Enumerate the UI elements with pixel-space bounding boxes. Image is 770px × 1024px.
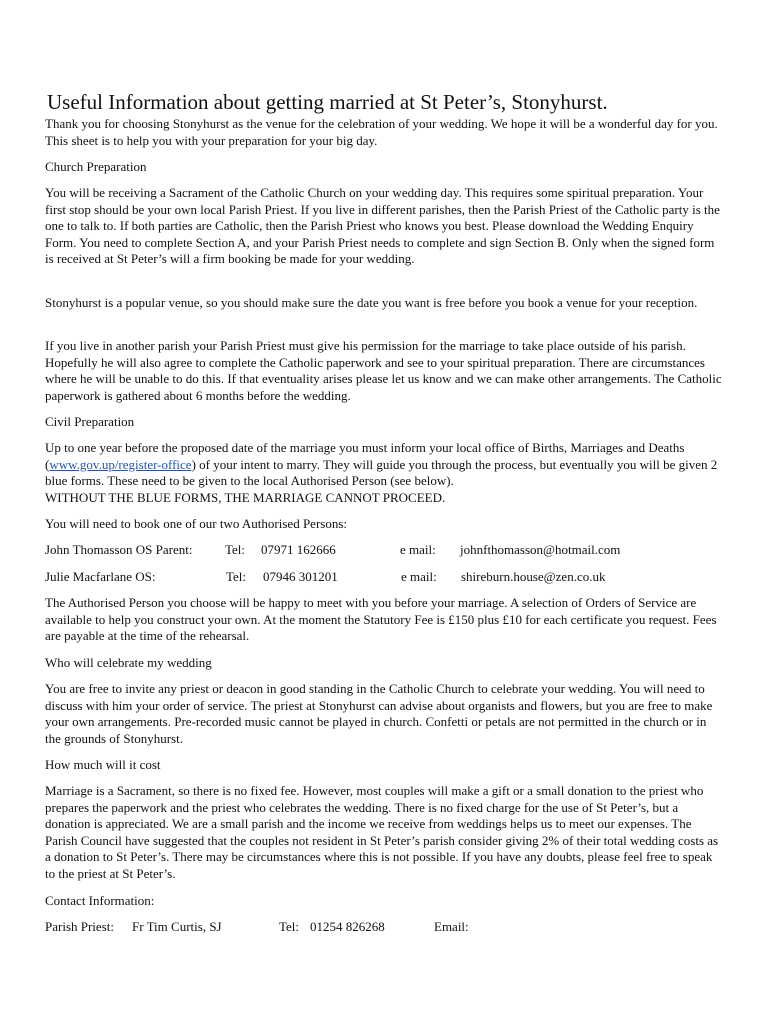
civil-text-after-link: ) of your intent to marry. They will guide you through the process, but eventually you will be given 2 blue forms. These need to be given to the local Authorised Person (see below). — [45, 456, 718, 489]
page-title: Useful Information about getting married at St Peter’s, Stonyhurst. — [47, 90, 608, 114]
person-name: Julie Macfarlane OS: — [45, 569, 156, 584]
person-email: johnfthomasson@hotmail.com — [460, 542, 621, 557]
register-office-link[interactable]: www.gov.up/register-office — [49, 456, 192, 472]
who-celebrates-paragraph: You are free to invite any priest or deacon in good standing in the Catholic Church to celebrate your wedding. You will need to discuss with him your order of service. The priest at Stonyhurst can advise about organists and flowers, but you are free to make your own arrangements. Pre-recorded music cannot be played in church. Confetti or petals are not permitted in the church or in the grounds of Stonyhurst. — [45, 681, 713, 746]
person-phone: 07946 301201 — [263, 569, 338, 584]
authorised-person-paragraph: The Authorised Person you choose will be happy to meet with you before your marriage. A selection of Orders of Service are available to help you construct your own. At the moment the Statutory Fee is £150 plus £10 for each certificate you request. Fees are payable at the time of the rehearsal. — [45, 595, 717, 644]
contact-role: Parish Priest: — [45, 919, 114, 934]
contact-name: Fr Tim Curtis, SJ — [132, 919, 222, 934]
contact-email-label: Email: — [434, 919, 469, 934]
tel-label: Tel: — [226, 569, 247, 584]
tel-label: Tel: — [225, 542, 246, 557]
person-name: John Thomasson OS Parent: — [45, 542, 193, 557]
contact-tel-label: Tel: — [279, 919, 300, 934]
contact-heading: Contact Information: — [45, 893, 155, 908]
authorised-person-row — [45, 569, 725, 585]
authorised-person-row — [45, 542, 725, 558]
civil-preparation-paragraph-1 — [45, 440, 723, 506]
contact-phone: 01254 826268 — [310, 919, 385, 934]
blue-forms-warning: WITHOUT THE BLUE FORMS, THE MARRIAGE CANNOT PROCEED. — [45, 489, 446, 505]
cost-paragraph: Marriage is a Sacrament, so there is no fixed fee. However, most couples will make a gift or a small donation to the priest who prepares the paperwork and the priest who celebrates the wedding. There is no fixed charge for the use of St Peter’s, but a donation is appreciated. We are a small parish and the income we receive from weddings helps us to meet our expenses. The Parish Council have suggested that the couples not resident in St Peter’s parish consider giving 2% of their total wedding costs as a donation to St Peter’s. There may be circumstances where this is not possible. If you have any doubts, please feel free to speak to the priest at St Peter’s. — [45, 783, 719, 881]
church-preparation-paragraph-2: Stonyhurst is a popular venue, so you should make sure the date you want is free before you book a venue for your reception. — [45, 295, 698, 310]
person-phone: 07971 162666 — [261, 542, 336, 557]
authorised-persons-intro: You will need to book one of our two Authorised Persons: — [45, 516, 348, 531]
church-preparation-paragraph-1: You will be receiving a Sacrament of the Catholic Church on your wedding day. This requires some spiritual preparation. Your first stop should be your own local Parish Priest. If you live in different parishes, then the Parish Priest of the Catholic party is the one to talk to. If both parties are Catholic, then the Parish Priest who knows you best. Please download the Wedding Enquiry Form. You need to complete Section A, and your Parish Priest needs to complete and sign Section B. Only when the signed form is received at St Peter’s will a firm booking be made for your wedding. — [45, 185, 720, 267]
person-email: shireburn.house@zen.co.uk — [461, 569, 606, 584]
civil-preparation-heading: Civil Preparation — [45, 414, 135, 429]
email-label: e mail: — [401, 569, 437, 584]
email-label: e mail: — [400, 542, 436, 557]
who-celebrates-heading: Who will celebrate my wedding — [45, 655, 212, 670]
church-preparation-paragraph-3: If you live in another parish your Parish Priest must give his permission for the marriage to take place outside of his parish. Hopefully he will also agree to complete the Catholic paperwork and see to your spiritual preparation. There are circumstances where he will be unable to do this. If that eventuality arises please let us know and we can make other arrangements. The Catholic paperwork is gathered about 6 months before the wedding. — [45, 338, 722, 403]
cost-heading: How much will it cost — [45, 757, 161, 772]
church-preparation-heading: Church Preparation — [45, 159, 147, 174]
contact-row — [45, 919, 725, 935]
civil-text-before-link: Up to one year before the proposed date of the marriage you must inform your local office of Births, Marriages and Deaths ( — [45, 440, 685, 472]
intro-paragraph: Thank you for choosing Stonyhurst as the venue for the celebration of your wedding. We hope it will be a wonderful day for you. This sheet is to help you with your preparation for your big day. — [45, 116, 718, 148]
